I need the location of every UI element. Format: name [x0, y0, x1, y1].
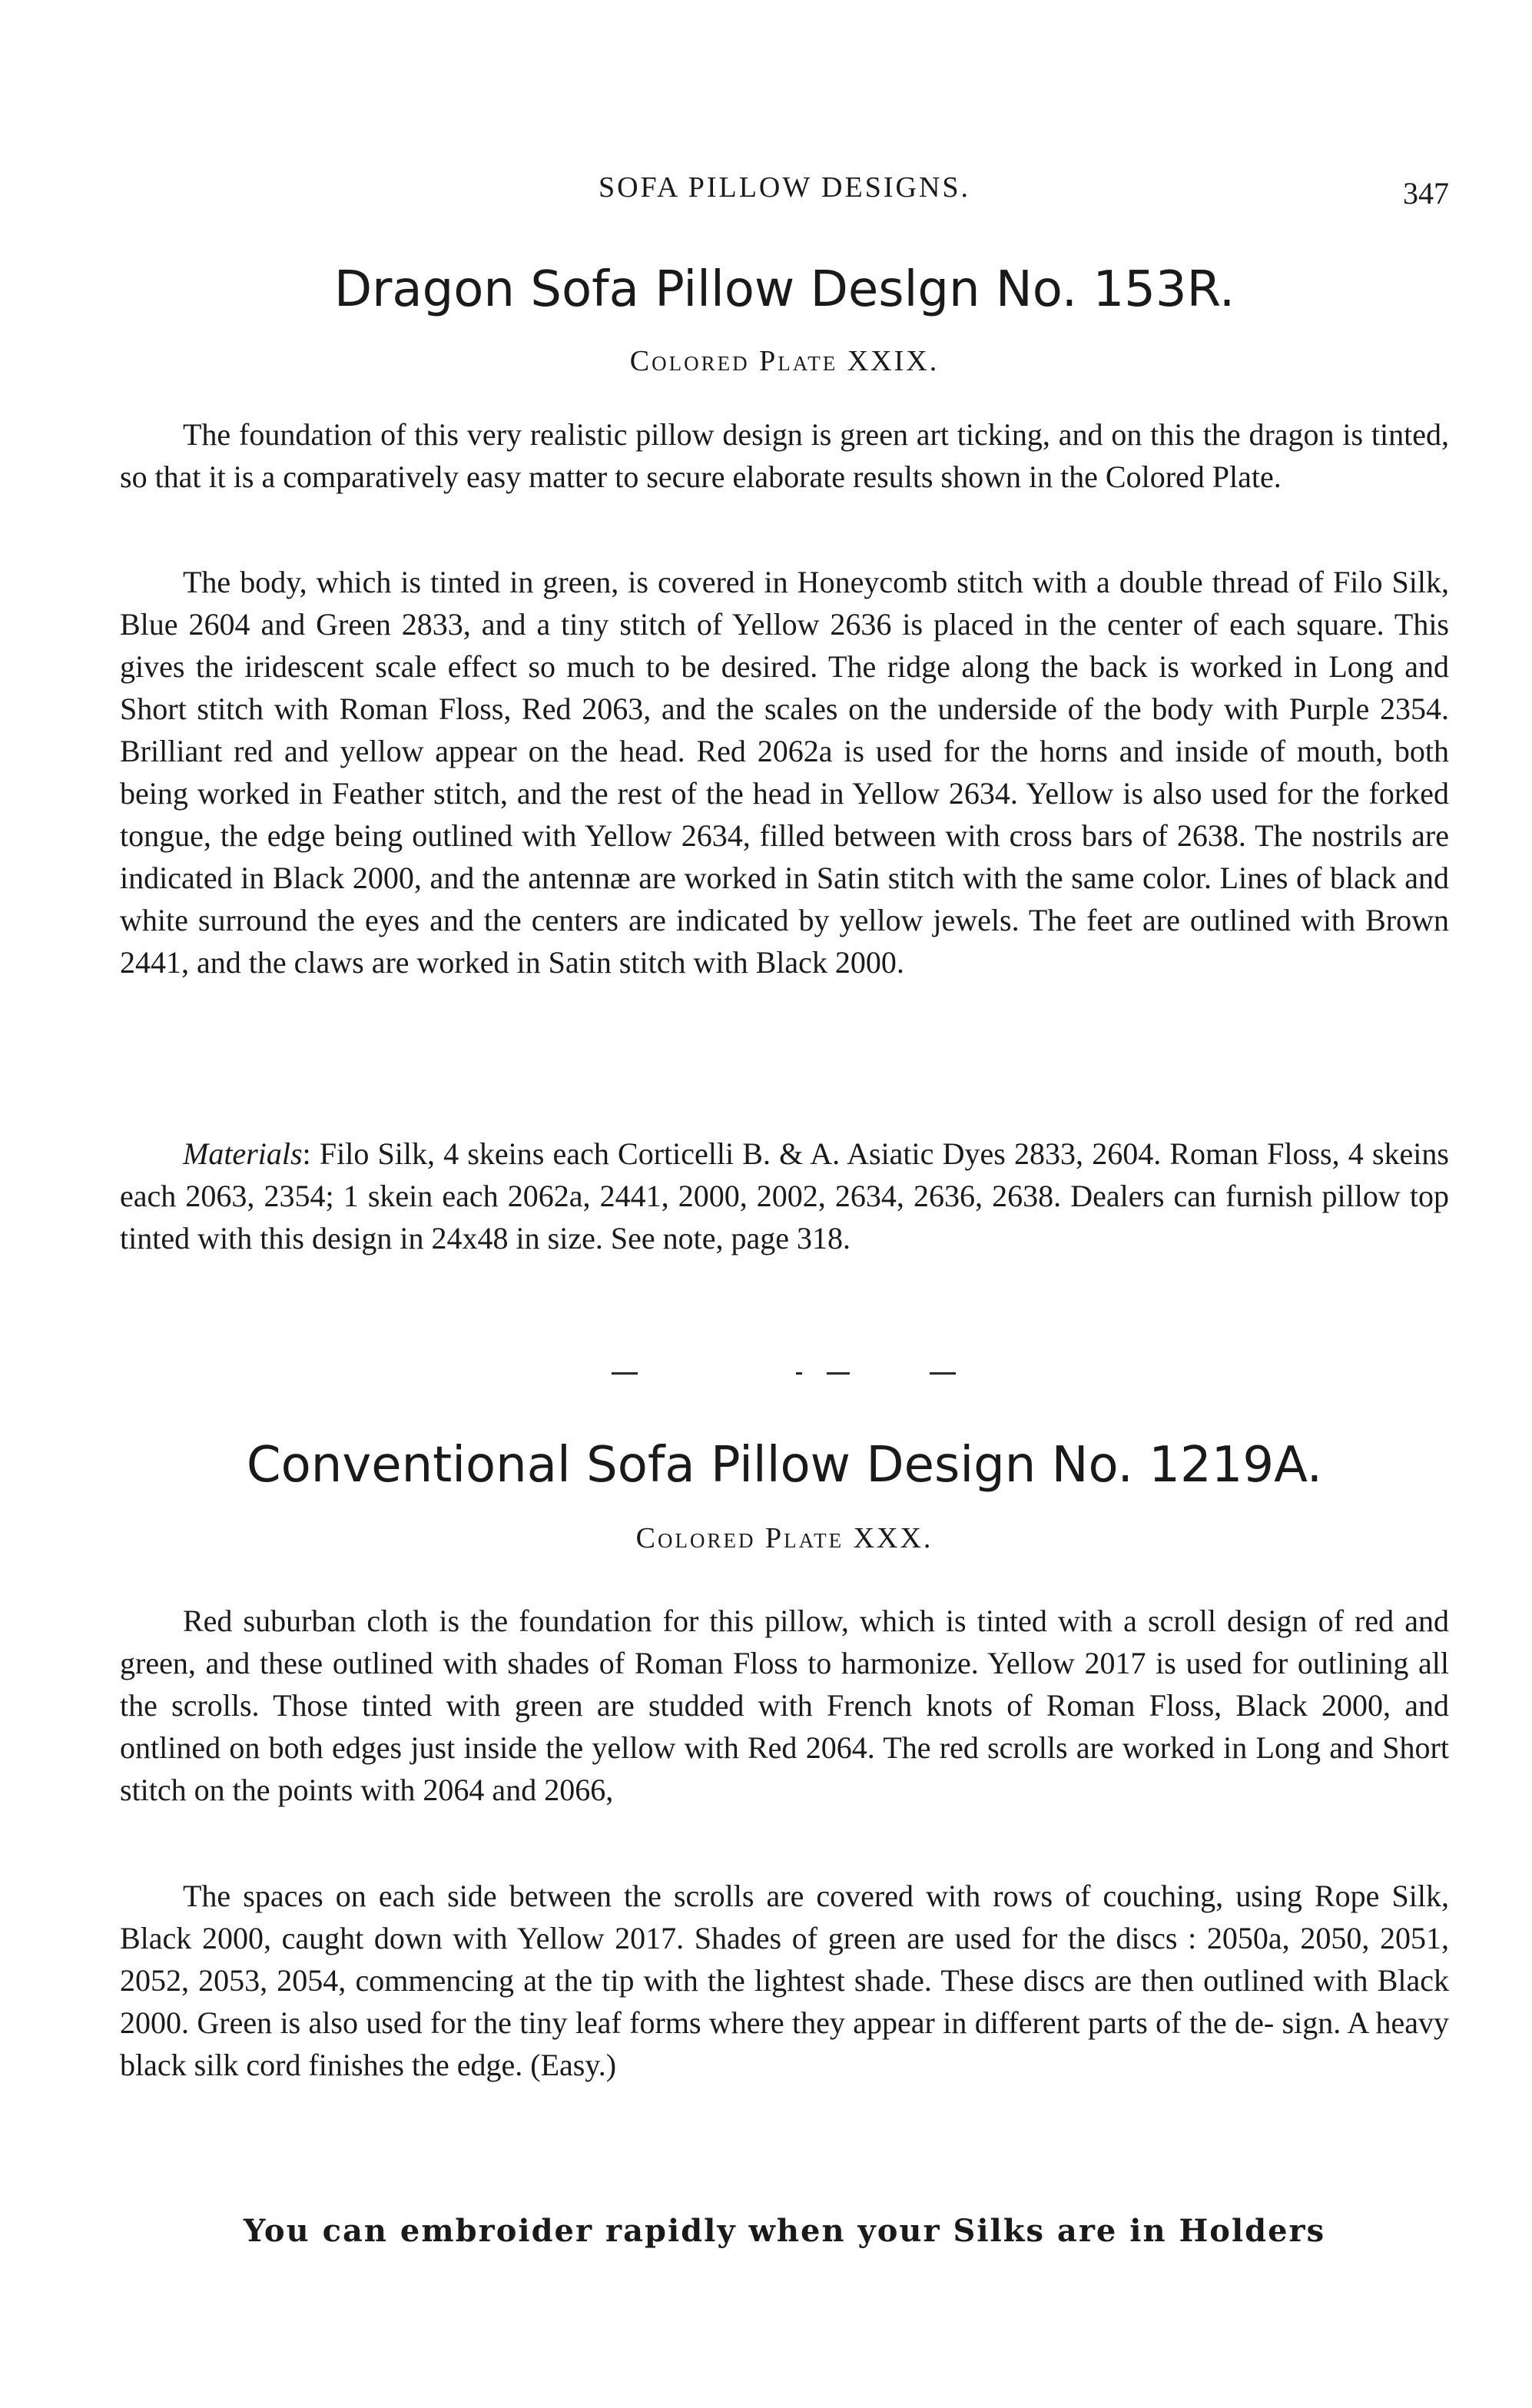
plate-label-conventional: Colored Plate XXX.	[635, 1522, 933, 1554]
paragraph-dragon-materials	[120, 1133, 1449, 1259]
paragraph-conventional-body: The spaces on each side between the scrolls are covered with rows of couching, using Rope Silk, Black 2000, caught down with Yellow 2017. Shades of green are used for the discs : 2050a, 2050, 2051, 2052, 2053, 2054, commencing at the tip with the lightest shade. These discs are then outlined with Black 2000. Green is also used for the tiny leaf forms where they appear in different parts of the de- sign. A heavy black silk cord finishes the edge. (Easy.)	[120, 1879, 1449, 2082]
plate-label-dragon: Colored Plate XXIX.	[629, 345, 940, 377]
paragraph-dragon-intro: The foundation of this very realistic pillow design is green art ticking, and on this the dragon is tinted, so that it is a comparatively easy matter to secure elaborate results shown in the Colored Plate.	[120, 417, 1449, 494]
footer-tagline: You can embroider rapidly when your Silks are in Holders	[243, 2213, 1326, 2249]
materials-label: Materials	[183, 1136, 303, 1171]
page-number: 347	[1403, 176, 1449, 211]
section-title-conventional: Conventional Sofa Pillow Design No. 1219A.	[246, 1437, 1323, 1494]
book-page	[120, 0, 1449, 2408]
running-head	[120, 171, 1449, 217]
paragraph-dragon-body: The body, which is tinted in green, is covered in Honeycomb stitch with a double thread of Filo Silk, Blue 2604 and Green 2833, and a tiny stitch of Yellow 2636 is placed in the center of each square. This gives the iridescent scale effect so much to be desired. The ridge along the back is worked in Long and Short stitch with Roman Floss, Red 2063, and the scales on the underside of the body with Purple 2354. Brilliant red and yellow appear on the head. Red 2062a is used for the horns and inside of mouth, both being worked in Feather stitch, and the rest of the head in Yellow 2634. Yellow is also used for the forked tongue, the edge being outlined with Yellow 2634, filled between with cross bars of 2638. The nostrils are indicated in Black 2000, and the antennæ are worked in Satin stitch with the same color. Lines of black and white surround the eyes and the centers are indicated by yellow jewels. The feet are outlined with Brown 2441, and the claws are worked in Satin stitch with Black 2000.	[120, 565, 1449, 980]
running-title: SOFA PILLOW DESIGNS.	[598, 171, 971, 204]
materials-text: : Filo Silk, 4 skeins each Corticelli B. & A. Asiatic Dyes 2833, 2604. Roman Floss, 4 skeins each 2063, 2354; 1 skein each 2062a, 2441, 2000, 2002, 2634, 2636, 2638. Dealers can furnish pillow top tinted with this design in 24x48 in size. See note, page 318.	[120, 1136, 1449, 1255]
paragraph-conventional-intro: Red suburban cloth is the foundation for this pillow, which is tinted with a scroll design of red and green, and these outlined with shades of Roman Floss to harmonize. Yellow 2017 is used for outlining all the scrolls. Those tinted with green are studded with French knots of Roman Floss, Black 2000, and ontlined on both edges just inside the yellow with Red 2064. The red scrolls are worked in Long and Short stitch on the points with 2064 and 2066,	[120, 1604, 1449, 1807]
section-separator	[120, 1366, 1449, 1381]
section-title-dragon: Dragon Sofa Pillow Deslgn No. 153R.	[333, 261, 1235, 318]
